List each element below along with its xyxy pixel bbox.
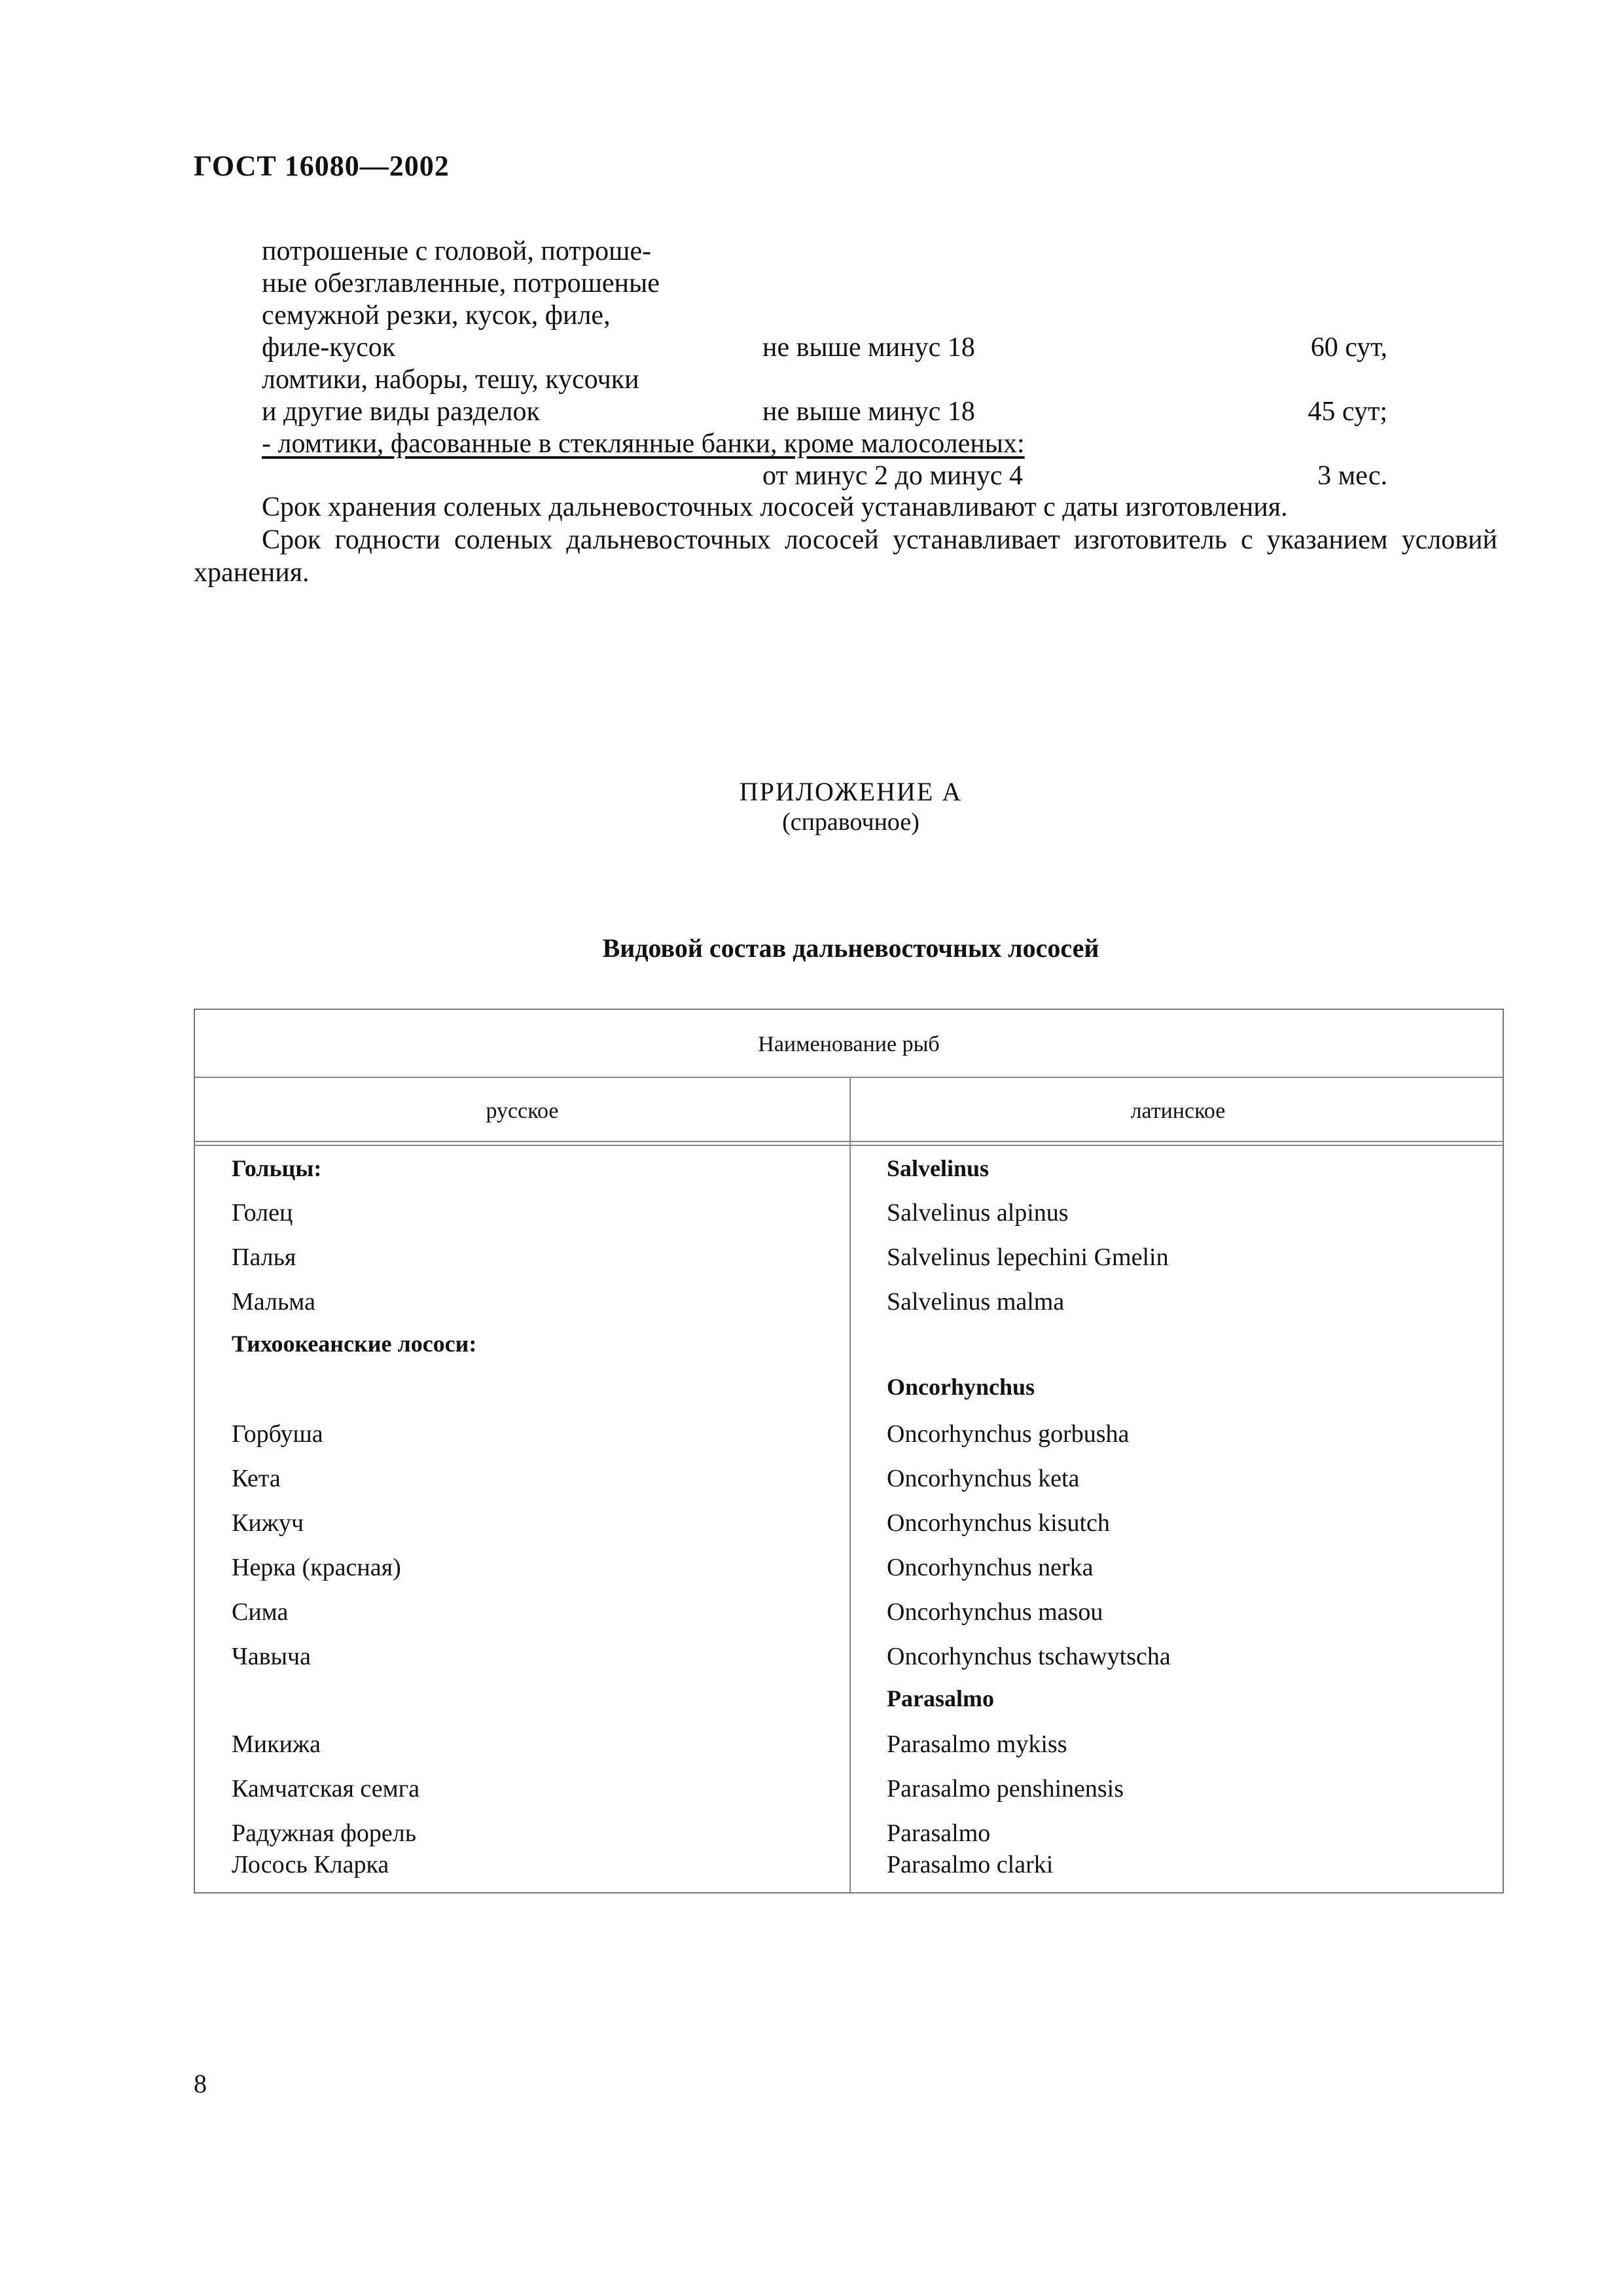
table-cell-latin: Oncorhynchus keta bbox=[887, 1465, 1080, 1492]
table-cell-russian: Мальма bbox=[232, 1288, 315, 1316]
table-cell-russian: Тихоокеанские лососи: bbox=[232, 1331, 477, 1357]
storage-line bbox=[0, 364, 1623, 395]
table-group-header: Наименование рыб bbox=[758, 1032, 940, 1056]
storage-duration: 3 мес. bbox=[1317, 461, 1387, 491]
storage-product: ломтики, наборы, тешу, кусочки bbox=[262, 365, 639, 395]
paragraph-text: Срок хранения соленых дальневосточных лососей устанавливают с даты изготовления. bbox=[262, 492, 1288, 522]
storage-line bbox=[0, 332, 1623, 363]
storage-product: ные обезглавленные, потрошеные bbox=[262, 268, 660, 298]
storage-product: - ломтики, фасованные в стеклянные банки, кроме малосоленых: bbox=[262, 429, 1025, 459]
table-cell-latin: Oncorhynchus gorbusha bbox=[887, 1420, 1130, 1448]
table-cell-russian: Чавыча bbox=[232, 1643, 312, 1670]
table-cell-russian: Лосось Кларка bbox=[232, 1851, 389, 1878]
storage-duration: 60 сут, bbox=[1310, 332, 1387, 363]
table-cell-latin: Salvelinus malma bbox=[887, 1288, 1065, 1316]
table-cell-russian: Нерка (красная) bbox=[232, 1554, 401, 1581]
table-cell-russian: Сима bbox=[232, 1598, 289, 1626]
table-column-divider bbox=[849, 1077, 851, 1892]
table-cell-russian: Радужная форель bbox=[232, 1820, 417, 1847]
storage-duration: 45 сут; bbox=[1308, 397, 1387, 427]
table-cell-latin: Salvelinus alpinus bbox=[887, 1199, 1069, 1227]
storage-product: потрошеные с головой, потроше- bbox=[262, 236, 652, 266]
storage-line bbox=[0, 428, 1623, 459]
column-header-latin: латинское bbox=[1130, 1099, 1226, 1123]
storage-temperature: от минус 2 до минус 4 bbox=[762, 461, 1024, 491]
paragraph-storage-term bbox=[194, 491, 1497, 524]
table-cell-latin: Salvelinus lepechini Gmelin bbox=[887, 1244, 1169, 1271]
table-cell-latin: Oncorhynchus bbox=[887, 1374, 1035, 1400]
appendix-subtitle: (справочное) bbox=[782, 808, 919, 836]
section-title: Видовой состав дальневосточных лососей bbox=[602, 933, 1099, 963]
storage-temperature: не выше минус 18 bbox=[762, 332, 975, 363]
table-cell-latin: Parasalmo penshinensis bbox=[887, 1775, 1124, 1803]
page-number: 8 bbox=[194, 2069, 207, 2098]
table-cell-latin: Oncorhynchus kisutch bbox=[887, 1509, 1110, 1537]
storage-product: филе-кусок bbox=[262, 332, 396, 363]
table-cell-russian: Кета bbox=[232, 1465, 281, 1492]
table-divider bbox=[195, 1141, 1503, 1142]
species-table bbox=[194, 1009, 1504, 1893]
storage-line bbox=[0, 460, 1623, 492]
paragraph-shelf-life bbox=[194, 524, 1497, 589]
table-cell-latin: Parasalmo bbox=[887, 1685, 994, 1712]
appendix-title: ПРИЛОЖЕНИЕ А bbox=[739, 777, 963, 806]
storage-temperature: не выше минус 18 bbox=[762, 397, 975, 427]
table-cell-russian: Камчатская семга bbox=[232, 1775, 420, 1803]
table-divider bbox=[195, 1077, 1503, 1078]
table-cell-latin: Oncorhynchus masou bbox=[887, 1598, 1103, 1626]
table-cell-latin: Oncorhynchus nerka bbox=[887, 1554, 1094, 1581]
paragraph-text: Срок годности соленых дальневосточных лососей устанавливает изготовитель с указанием условий хранения. bbox=[194, 525, 1497, 588]
table-cell-latin: Parasalmo bbox=[887, 1820, 991, 1847]
table-cell-russian: Палья bbox=[232, 1244, 296, 1271]
storage-line bbox=[0, 396, 1623, 427]
storage-line bbox=[0, 300, 1623, 331]
table-divider bbox=[195, 1145, 1503, 1146]
table-cell-russian: Кижуч bbox=[232, 1509, 304, 1537]
table-cell-latin: Parasalmo mykiss bbox=[887, 1731, 1067, 1758]
table-cell-russian: Горбуша bbox=[232, 1420, 323, 1448]
table-cell-russian: Гольцы: bbox=[232, 1155, 322, 1181]
storage-product: и другие виды разделок bbox=[262, 397, 540, 427]
table-cell-latin: Oncorhynchus tschawytscha bbox=[887, 1643, 1171, 1670]
column-header-russian: русское bbox=[486, 1099, 559, 1123]
table-cell-russian: Голец bbox=[232, 1199, 293, 1227]
table-cell-latin: Salvelinus bbox=[887, 1155, 990, 1181]
table-cell-latin: Parasalmo clarki bbox=[887, 1851, 1054, 1878]
table-cell-russian: Микижа bbox=[232, 1731, 321, 1758]
storage-line bbox=[0, 268, 1623, 299]
document-code-header: ГОСТ 16080—2002 bbox=[194, 150, 450, 182]
storage-line bbox=[0, 236, 1623, 267]
storage-product: семужной резки, кусок, филе, bbox=[262, 300, 611, 331]
